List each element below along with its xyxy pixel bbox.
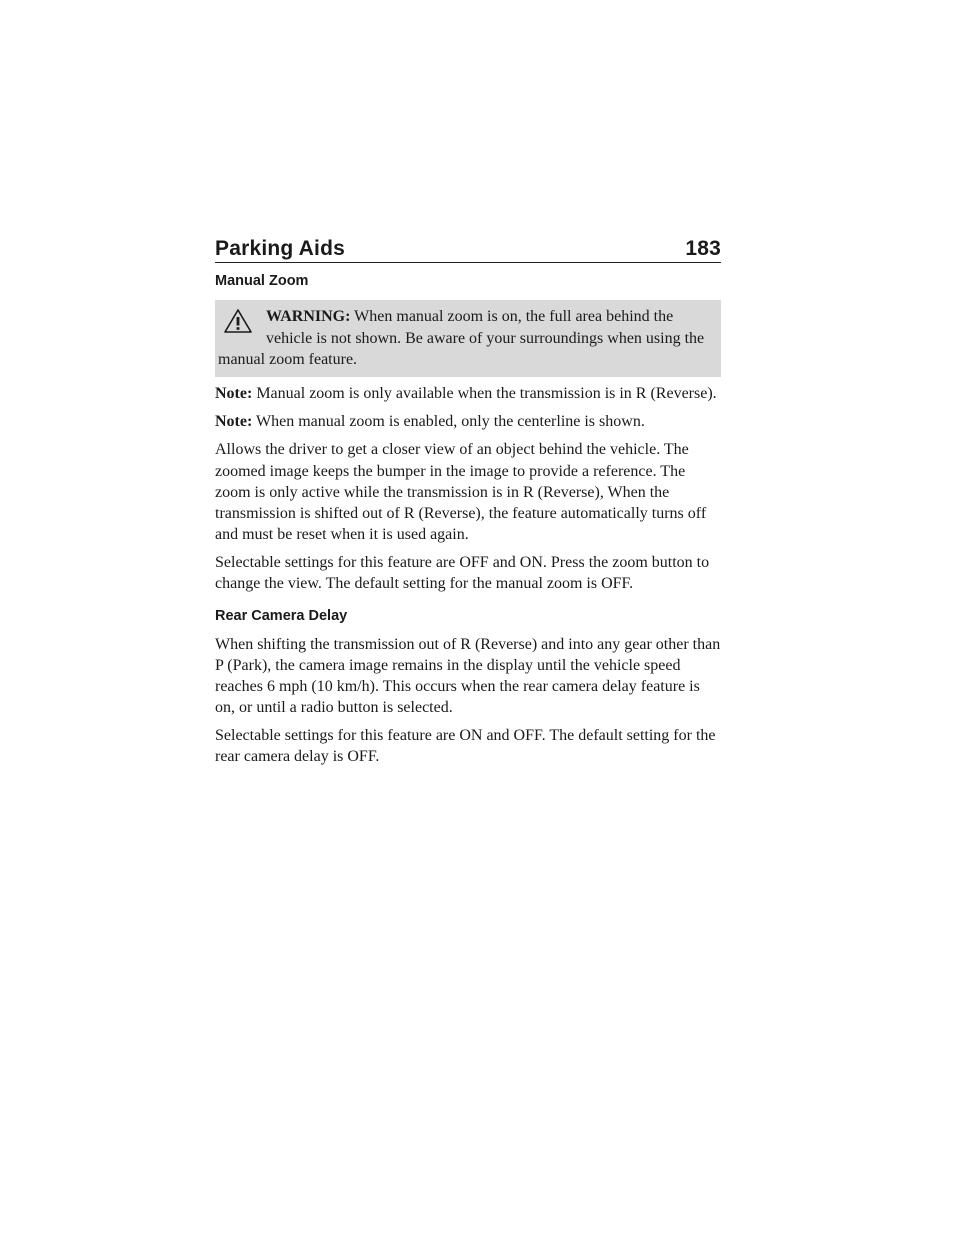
body-paragraph: Allows the driver to get a closer view of an object behind the vehicle. The zoomed image keeps the bumper in the image to provide a reference. The zoom is only active while the transmission is in R (Reverse), When the transmission is shifted out of R (Reverse), the feature automatically turns off and must be reset when it is used again. bbox=[215, 441, 707, 543]
chapter-title: Parking Aids bbox=[215, 237, 345, 260]
note-paragraph bbox=[215, 411, 721, 432]
note-paragraph bbox=[215, 383, 721, 404]
manual-page bbox=[215, 226, 721, 774]
page-header bbox=[215, 226, 721, 263]
note-label: Note: bbox=[215, 413, 253, 431]
section-heading-rear-camera-delay: Rear Camera Delay bbox=[215, 608, 348, 625]
body-paragraph: When shifting the transmission out of R (Reverse) and into any gear other than P (Park), the camera image remains in the display until the vehicle speed reaches 6 mph (10 km/h). This occurs when the rear camera delay feature is on, or until a radio button is selected. bbox=[215, 635, 721, 716]
body-paragraph: Selectable settings for this feature are OFF and ON. Press the zoom button to change the view. The default setting for the manual zoom is OFF. bbox=[215, 553, 710, 593]
note-text: Manual zoom is only available when the transmission is in R (Reverse). bbox=[256, 385, 717, 403]
page-number: 183 bbox=[685, 237, 721, 260]
warning-box bbox=[215, 300, 721, 377]
note-text: When manual zoom is enabled, only the centerline is shown. bbox=[256, 413, 645, 431]
section-heading-manual-zoom: Manual Zoom bbox=[215, 273, 309, 289]
warning-text: When manual zoom is on, the full area behind the vehicle is not shown. Be aware of your surroundings when using the manual zoom feature. bbox=[218, 308, 705, 368]
warning-icon bbox=[224, 308, 252, 334]
warning-label: WARNING: bbox=[266, 308, 351, 326]
body-paragraph: Selectable settings for this feature are ON and OFF. The default setting for the rear camera delay is OFF. bbox=[215, 727, 716, 766]
note-label: Note: bbox=[215, 385, 253, 403]
